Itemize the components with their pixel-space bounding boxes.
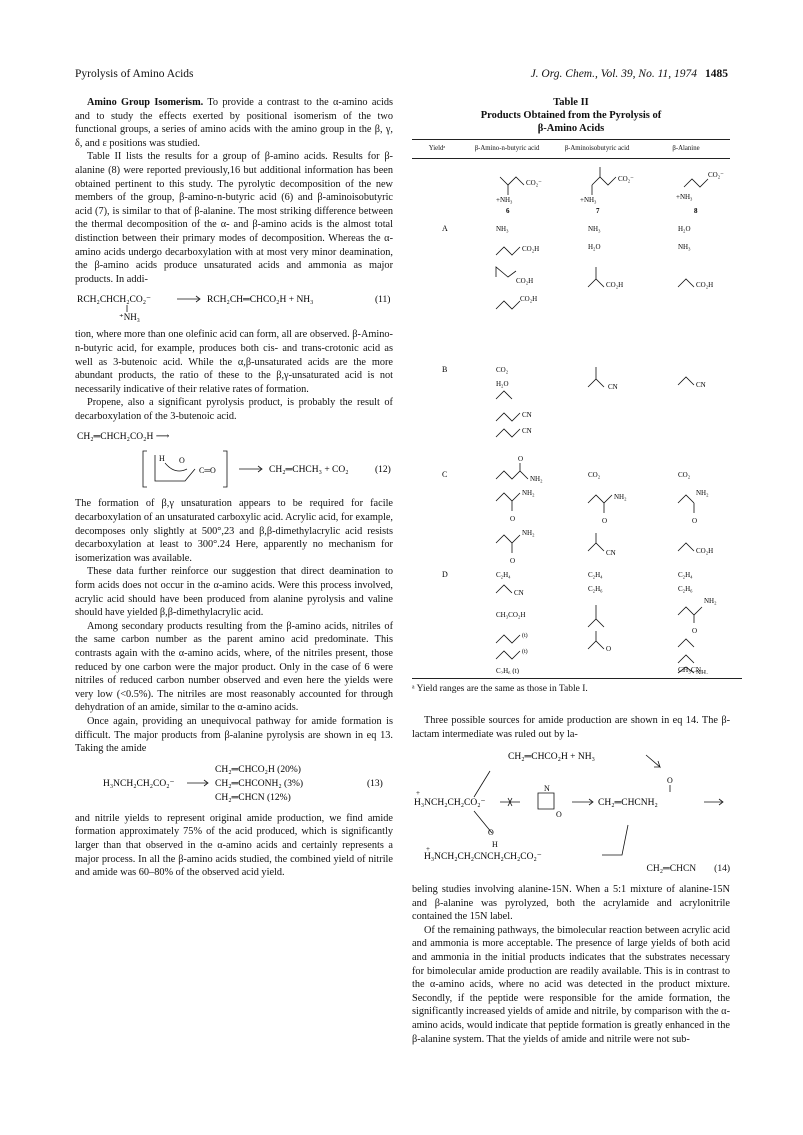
paragraph: Table II lists the results for a group of β-amino acids. Results for β-alanine (8) were reported previously,16 but additional information has been obtained pertinent to this study. The pyrolytic decomposition of the new members of the group, β-amino-n-butyric acid (6) and β-aminoisobutyric acid (7), is similar to that of β-alanine. The most striking difference between the thermal decomposition of the α- and β-amino acids is the almost total distinction between their primary modes of decomposition. Whereas the α-amino acids undergo decarboxylation with at most very minor deamination, the β-amino acids produce unsaturated acids and ammonia as major products. In addi-	[75, 151, 393, 285]
product: CO₂	[678, 470, 691, 479]
amide-skeleton	[496, 535, 520, 553]
running-header-left: Pyrolysis of Amino Acids	[75, 68, 194, 80]
yield-group-d: D	[442, 569, 448, 579]
amide-skeleton	[678, 495, 694, 513]
product: C₂H₄	[678, 570, 693, 579]
equation-number: (12)	[375, 465, 391, 476]
pathway-arrow	[602, 825, 628, 855]
ts-carbonyl: C═O	[199, 466, 216, 476]
journal-citation: J. Org. Chem., Vol. 39, No. 11, 1974	[530, 68, 697, 80]
eq14-reactant: H₃NCH₂CH₂CO₂⁻	[414, 798, 486, 809]
table-title	[412, 96, 730, 135]
paragraph: tion, where more than one olefinic acid can form, all are observed. β-Amino-n-butyric acid, for example, produces both cis- and trans-crotonic acid as well as 3-butenoic acid. While the α,β-unsaturated acids are the more abundant products, the ratio of these to the β,γ-unsaturated acid is not necessarily indicative of their relative rates of formation.	[75, 329, 393, 395]
table-caption-line: Products Obtained from the Pyrolysis of	[480, 110, 662, 121]
equation-14-svg	[412, 747, 730, 865]
product: CO₂	[588, 470, 601, 479]
skeleton-line	[500, 177, 524, 185]
peptide-h: H	[492, 840, 498, 850]
product: CO₂	[496, 365, 509, 374]
carboxylate-label: CO₂⁻	[708, 170, 724, 179]
compound-number-7: 7	[596, 206, 600, 215]
eq13-reactant: H₃NCH₂CH₂CO₂⁻	[103, 778, 175, 789]
paragraph: The formation of β,γ unsaturation appears to be required for facile decarboxylation of an unsaturated carboxylic acid. Acrylic acid, for example, decomposes only slightly at 500°,23 and β,β-dimethylacrylic acid resists decarboxylation at least to 300°.24 Here, apparently no mechanism for isomerization was available.	[75, 498, 393, 564]
amide-skeleton	[678, 607, 702, 623]
table-body	[412, 159, 730, 674]
equation-13-svg	[75, 762, 393, 806]
eq11-product: RCH₂CH═CHCO₂H + NH₃	[207, 295, 314, 306]
pathway-arrow	[646, 755, 660, 767]
equation-11-svg	[75, 292, 393, 322]
trace-marker: (t)	[522, 632, 528, 639]
skeleton-line	[592, 177, 616, 185]
column-header-yield: Yieldᵃ	[428, 145, 446, 152]
product: CN	[514, 588, 524, 597]
yield-group-a: A	[442, 223, 448, 233]
beta-lactam-ring	[538, 793, 554, 809]
product: CO₂H	[516, 276, 534, 285]
structure-8	[684, 179, 708, 187]
product: NH₂	[614, 492, 627, 501]
amide-skeleton	[496, 463, 528, 479]
eq11-amine: ⁺NH₃	[119, 312, 140, 323]
right-column	[412, 96, 730, 1046]
product: CN	[522, 426, 532, 435]
eq14-amide: CH₂═CHCNH₂	[598, 798, 658, 809]
table-structures	[412, 159, 742, 674]
product: C₂H₆	[588, 584, 603, 593]
product: CO₂H	[522, 244, 540, 253]
product: NH₂	[696, 488, 709, 497]
ammonium-label: +NH₃	[580, 195, 597, 204]
product: NH₃	[496, 224, 509, 233]
carboxylate-label: CO₂⁻	[618, 174, 634, 183]
ammonium-label: +NH₃	[676, 192, 693, 201]
product: NH₂	[696, 668, 709, 674]
paragraph: beling studies involving alanine-15N. When a 5:1 mixture of alanine-15N and β-alanine was pyrolyzed, both the acrylamide and acrylonitrile contained the 15N label.	[412, 883, 730, 923]
amide-o: O	[667, 776, 673, 786]
table-header-row	[412, 139, 730, 159]
eq13-product-acid: CH₂═CHCO₂H (20%)	[215, 764, 301, 775]
eq14-peptide: H₃NCH₂CH₂CNCH₂CH₂CO₂⁻	[424, 852, 542, 863]
eq13-product-amide: CH₂═CHCONH₂ (3%)	[215, 778, 304, 789]
product: CH₃CO₂H	[496, 610, 526, 619]
methacrylonitrile-skeleton	[588, 367, 604, 387]
lactam-n: N	[544, 784, 550, 794]
column-header-aminobutyric: β-Amino-n-butyric acid	[474, 145, 540, 152]
propene-skeleton	[496, 391, 512, 399]
charge-plus: +	[426, 845, 430, 854]
product: NH₂	[522, 528, 535, 537]
ethylene-skeleton	[678, 639, 694, 647]
amide-skeleton	[588, 495, 612, 513]
product: CO₂H	[696, 546, 714, 555]
butene-skeleton	[496, 635, 520, 643]
paragraph: and nitrile yields to represent original amide production, we find amide formation approximately 75% of the acid produced, which is significantly larger than that observed in the α-amino acids and certainly represents a major process. In all the β-amino acids studied, the combined yield of nitrile and amide was 60–80% of the observed acid yield.	[75, 812, 393, 879]
acrylonitrile-skeleton	[678, 377, 694, 385]
acetone-skeleton	[588, 631, 604, 649]
product: CN	[522, 410, 532, 419]
structure-6	[500, 177, 524, 195]
paragraph: Once again, providing an unequivocal pathway for amide formation is difficult. The major products from β-alanine pyrolysis are shown in eq 13. Taking the amide	[75, 715, 393, 755]
pathway-arrow	[474, 771, 490, 797]
carbonyl-o: O	[692, 626, 698, 635]
compound-number-8: 8	[694, 206, 698, 215]
column-header-alanine: β-Alanine	[672, 145, 700, 152]
equation-11	[75, 292, 393, 322]
equation-number: (11)	[375, 295, 391, 306]
equation-12	[75, 429, 393, 491]
equation-number: (14)	[714, 864, 730, 875]
bracket-left	[143, 451, 147, 487]
product: CN	[608, 382, 618, 391]
propene-skeleton	[678, 655, 694, 663]
ts-oxygen: O	[179, 456, 185, 466]
eq12-reactant: CH₂═CHCH₂CO₂H ⟶	[77, 432, 170, 443]
nitrile-skeleton	[588, 533, 604, 551]
acetonitrile-label: CH₃CN	[678, 664, 702, 674]
table-footnote: ᵃ Yield ranges are the same as those in Table I.	[412, 678, 742, 697]
carbonyl-o: O	[510, 556, 516, 565]
carbonyl-o: O	[602, 516, 608, 525]
nitrile-skeleton	[496, 585, 512, 593]
acrylic-skeleton	[678, 279, 694, 287]
product: NH₂	[530, 474, 543, 483]
product: NH₃	[678, 242, 691, 251]
nitrile-skeleton	[496, 429, 520, 437]
bracket-right	[223, 451, 227, 487]
yield-group-b: B	[442, 364, 448, 374]
structure-7	[592, 167, 616, 195]
carbonyl-o: O	[510, 514, 516, 523]
compound-number-6: 6	[506, 206, 510, 215]
equation-number: (13)	[367, 778, 383, 789]
running-header-right	[531, 68, 728, 80]
peptide-o: O	[488, 828, 494, 838]
lactam-o: O	[556, 810, 562, 820]
isobutene-skeleton	[588, 605, 604, 627]
paragraph-intro-text: To provide a contrast to the α-amino acids and to study the effects exerted by positional isomerism of the two functional groups, a series of amino acids with the amino group in the β, γ, δ, and ε positions was studied.	[75, 97, 394, 149]
butenoic-skeleton	[496, 301, 520, 309]
column-header-aminoisobutyric: β-Aminoisobutyric acid	[564, 145, 630, 152]
methacrylic-skeleton	[588, 267, 604, 287]
crotonic-skeleton	[496, 247, 520, 255]
product: C₂H₄	[588, 570, 603, 579]
equation-12-svg	[75, 429, 393, 491]
paragraph: Of the remaining pathways, the bimolecular reaction between acrylic acid and ammonia is more acceptable. The presence of large yields of both acid and ammonia in the initial products indicates that the substrates necessary for bimolecular amide production are readily available. This is in contrast to the α-amino acids, where no acid was detected in the product mixture. Secondly, if the peptide were responsible for the amide formation, the significantly increased yields of amide and nitrile, by comparison with the α-amino acids, would indicate that peptide formation is greatly enhanced in the β-alanine system. That the yields of amide and nitrile were not sub-	[412, 924, 730, 1045]
skeleton-line	[684, 179, 708, 187]
equation-14	[412, 747, 730, 877]
paragraph-intro	[75, 96, 393, 150]
product: C₂H₆ (t)	[496, 666, 519, 674]
butadiene-skeleton	[496, 651, 520, 659]
eq14-acid-ammonia: CH₂═CHCO₂H + NH₃	[508, 752, 595, 763]
product: H₂O	[678, 224, 691, 233]
eq14-final-row	[412, 863, 730, 877]
ammonium-label: +NH₃	[496, 195, 513, 204]
carboxylate-label: CO₂⁻	[526, 178, 542, 187]
left-column	[75, 96, 393, 880]
product: CN	[696, 380, 706, 389]
eq14-nitrile: CH₂═CHCN	[646, 864, 697, 875]
charge-plus: +	[416, 789, 420, 798]
equation-13	[75, 762, 393, 806]
trace-marker: (t)	[522, 648, 528, 655]
table-number: Table II	[553, 97, 589, 108]
product: H₂O	[588, 242, 601, 251]
product: NH₂	[704, 596, 717, 605]
product: C₂H₆	[678, 584, 693, 593]
amide-skeleton	[496, 493, 520, 511]
product: NH₂	[522, 488, 535, 497]
product: CO₂H	[606, 280, 624, 289]
nitrile-skeleton	[496, 413, 520, 421]
ts-hydrogen: H	[159, 454, 165, 464]
paragraph: These data further reinforce our suggestion that direct deamination to form acids does not occur in the α-amino acids. Were this process involved, acrylic acid should have been produced from alanine pyrolysis and valine should have yielded β,β-dimethylacrylic acid.	[75, 566, 393, 619]
acid-skeleton	[678, 543, 694, 551]
paragraph: Propene, also a significant pyrolysis product, is probably the result of decarboxylation of the 3-butenoic acid.	[75, 397, 393, 422]
table-caption-line: β-Amino Acids	[537, 123, 605, 134]
section-heading: Amino Group Isomerism.	[87, 97, 204, 108]
carbonyl-o: O	[606, 644, 612, 653]
product: CN	[606, 548, 616, 557]
eq13-product-nitrile: CH₂═CHCN (12%)	[215, 792, 291, 803]
page-number: 1485	[705, 68, 728, 80]
paragraph: Among secondary products resulting from the β-amino acids, nitriles of the same carbon number as the parent amino acid predominate. This contrasts again with the α-amino acids, where, of the nitriles present, those reduced by one carbon were the major product. Only in the case of 6 were nitriles of reduced carbon number observed and even here the yields were very low (<0.5%). The nitriles are most reasonably accounted for through dehydration of an amide, similar to the α-amino acids.	[75, 620, 393, 714]
product: CO₂H	[520, 294, 538, 303]
carbonyl-o: O	[692, 516, 698, 525]
yield-group-c: C	[442, 469, 448, 479]
cis-crotonic-skeleton	[496, 267, 516, 277]
product: NH₃	[588, 224, 601, 233]
eq11-reactant: RCH₂CHCH₂CO₂⁻	[77, 295, 152, 306]
paragraph: Three possible sources for amide production are shown in eq 14. The β-lactam intermediate was ruled out by la-	[412, 715, 730, 740]
product: C₂H₄	[496, 570, 511, 579]
product: H₂O	[496, 379, 509, 388]
carbonyl-o: O	[518, 454, 524, 463]
eq12-product: CH₂═CHCH₃ + CO₂	[269, 465, 349, 476]
product: CO₂H	[696, 280, 714, 289]
